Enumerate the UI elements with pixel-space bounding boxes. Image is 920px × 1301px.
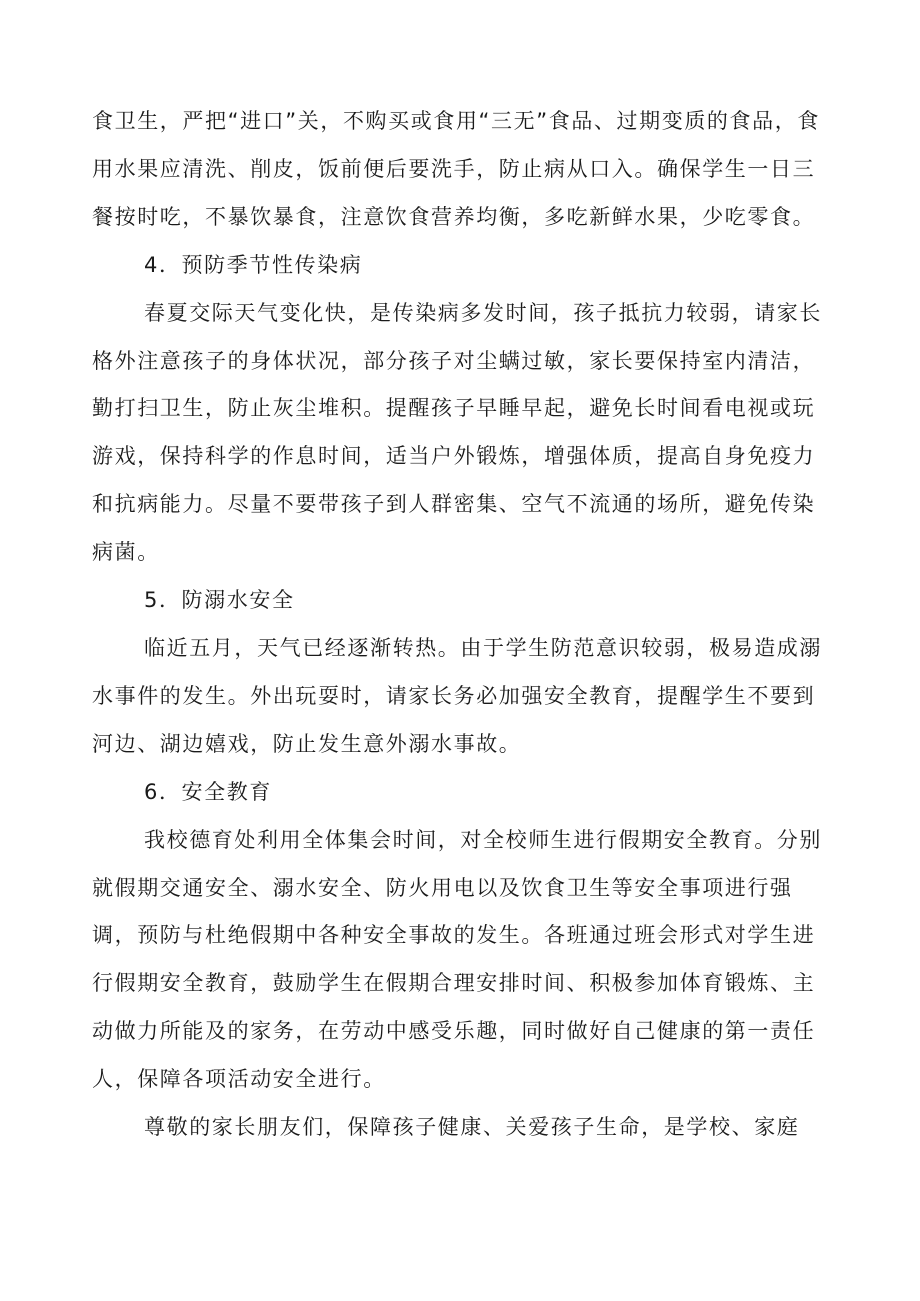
section-heading-seasonal-disease: 4．预防季节性传染病 [144, 252, 363, 277]
paragraph-food-hygiene: 食卫生，严把“进口”关，不购买或食用“三无”食品、过期变质的食品，食用水果应清洗、削皮，饭前便后要洗手，防止病从口入。确保学生一日三餐按时吃，不暴饮暴食，注意饮食营养均衡，多吃新鲜水果，少吃零食。 [92, 109, 820, 229]
section-heading-drowning: 5．防溺水安全 [144, 588, 295, 613]
document-body [92, 98, 828, 1152]
paragraph-safety-education: 我校德育处利用全体集会时间，对全校师生进行假期安全教育。分别就假期交通安全、溺水安全、防火用电以及饮食卫生等安全事项进行强调，预防与杜绝假期中各种安全事故的发生。各班通过班会形式对学生进行假期安全教育，鼓励学生在假期合理安排时间、积极参加体育锻炼、主动做力所能及的家务，在劳动中感受乐趣，同时做好自己健康的第一责任人，保障各项活动安全进行。 [92, 827, 822, 1092]
paragraph-drowning: 临近五月，天气已经逐渐转热。由于学生防范意识较弱，极易造成溺水事件的发生。外出玩耍时，请家长务必加强安全教育，提醒学生不要到河边、湖边嬉戏，防止发生意外溺水事故。 [92, 635, 822, 756]
section-heading-safety-education: 6．安全教育 [144, 779, 272, 804]
paragraph-seasonal-disease: 春夏交际天气变化快，是传染病多发时间，孩子抵抗力较弱，请家长格外注意孩子的身体状况，部分孩子对尘螨过敏，家长要保持室内清洁，勤打扫卫生，防止灰尘堆积。提醒孩子早睡早起，避免长时间看电视或玩游戏，保持科学的作息时间，适当户外锻炼，增强体质，提高自身免疫力和抗病能力。尽量不要带孩子到人群密集、空气不流通的场所，避免传染病菌。 [92, 300, 822, 565]
paragraph-closing: 尊敬的家长朋友们，保障孩子健康、关爱孩子生命，是学校、家庭 [144, 1115, 800, 1140]
